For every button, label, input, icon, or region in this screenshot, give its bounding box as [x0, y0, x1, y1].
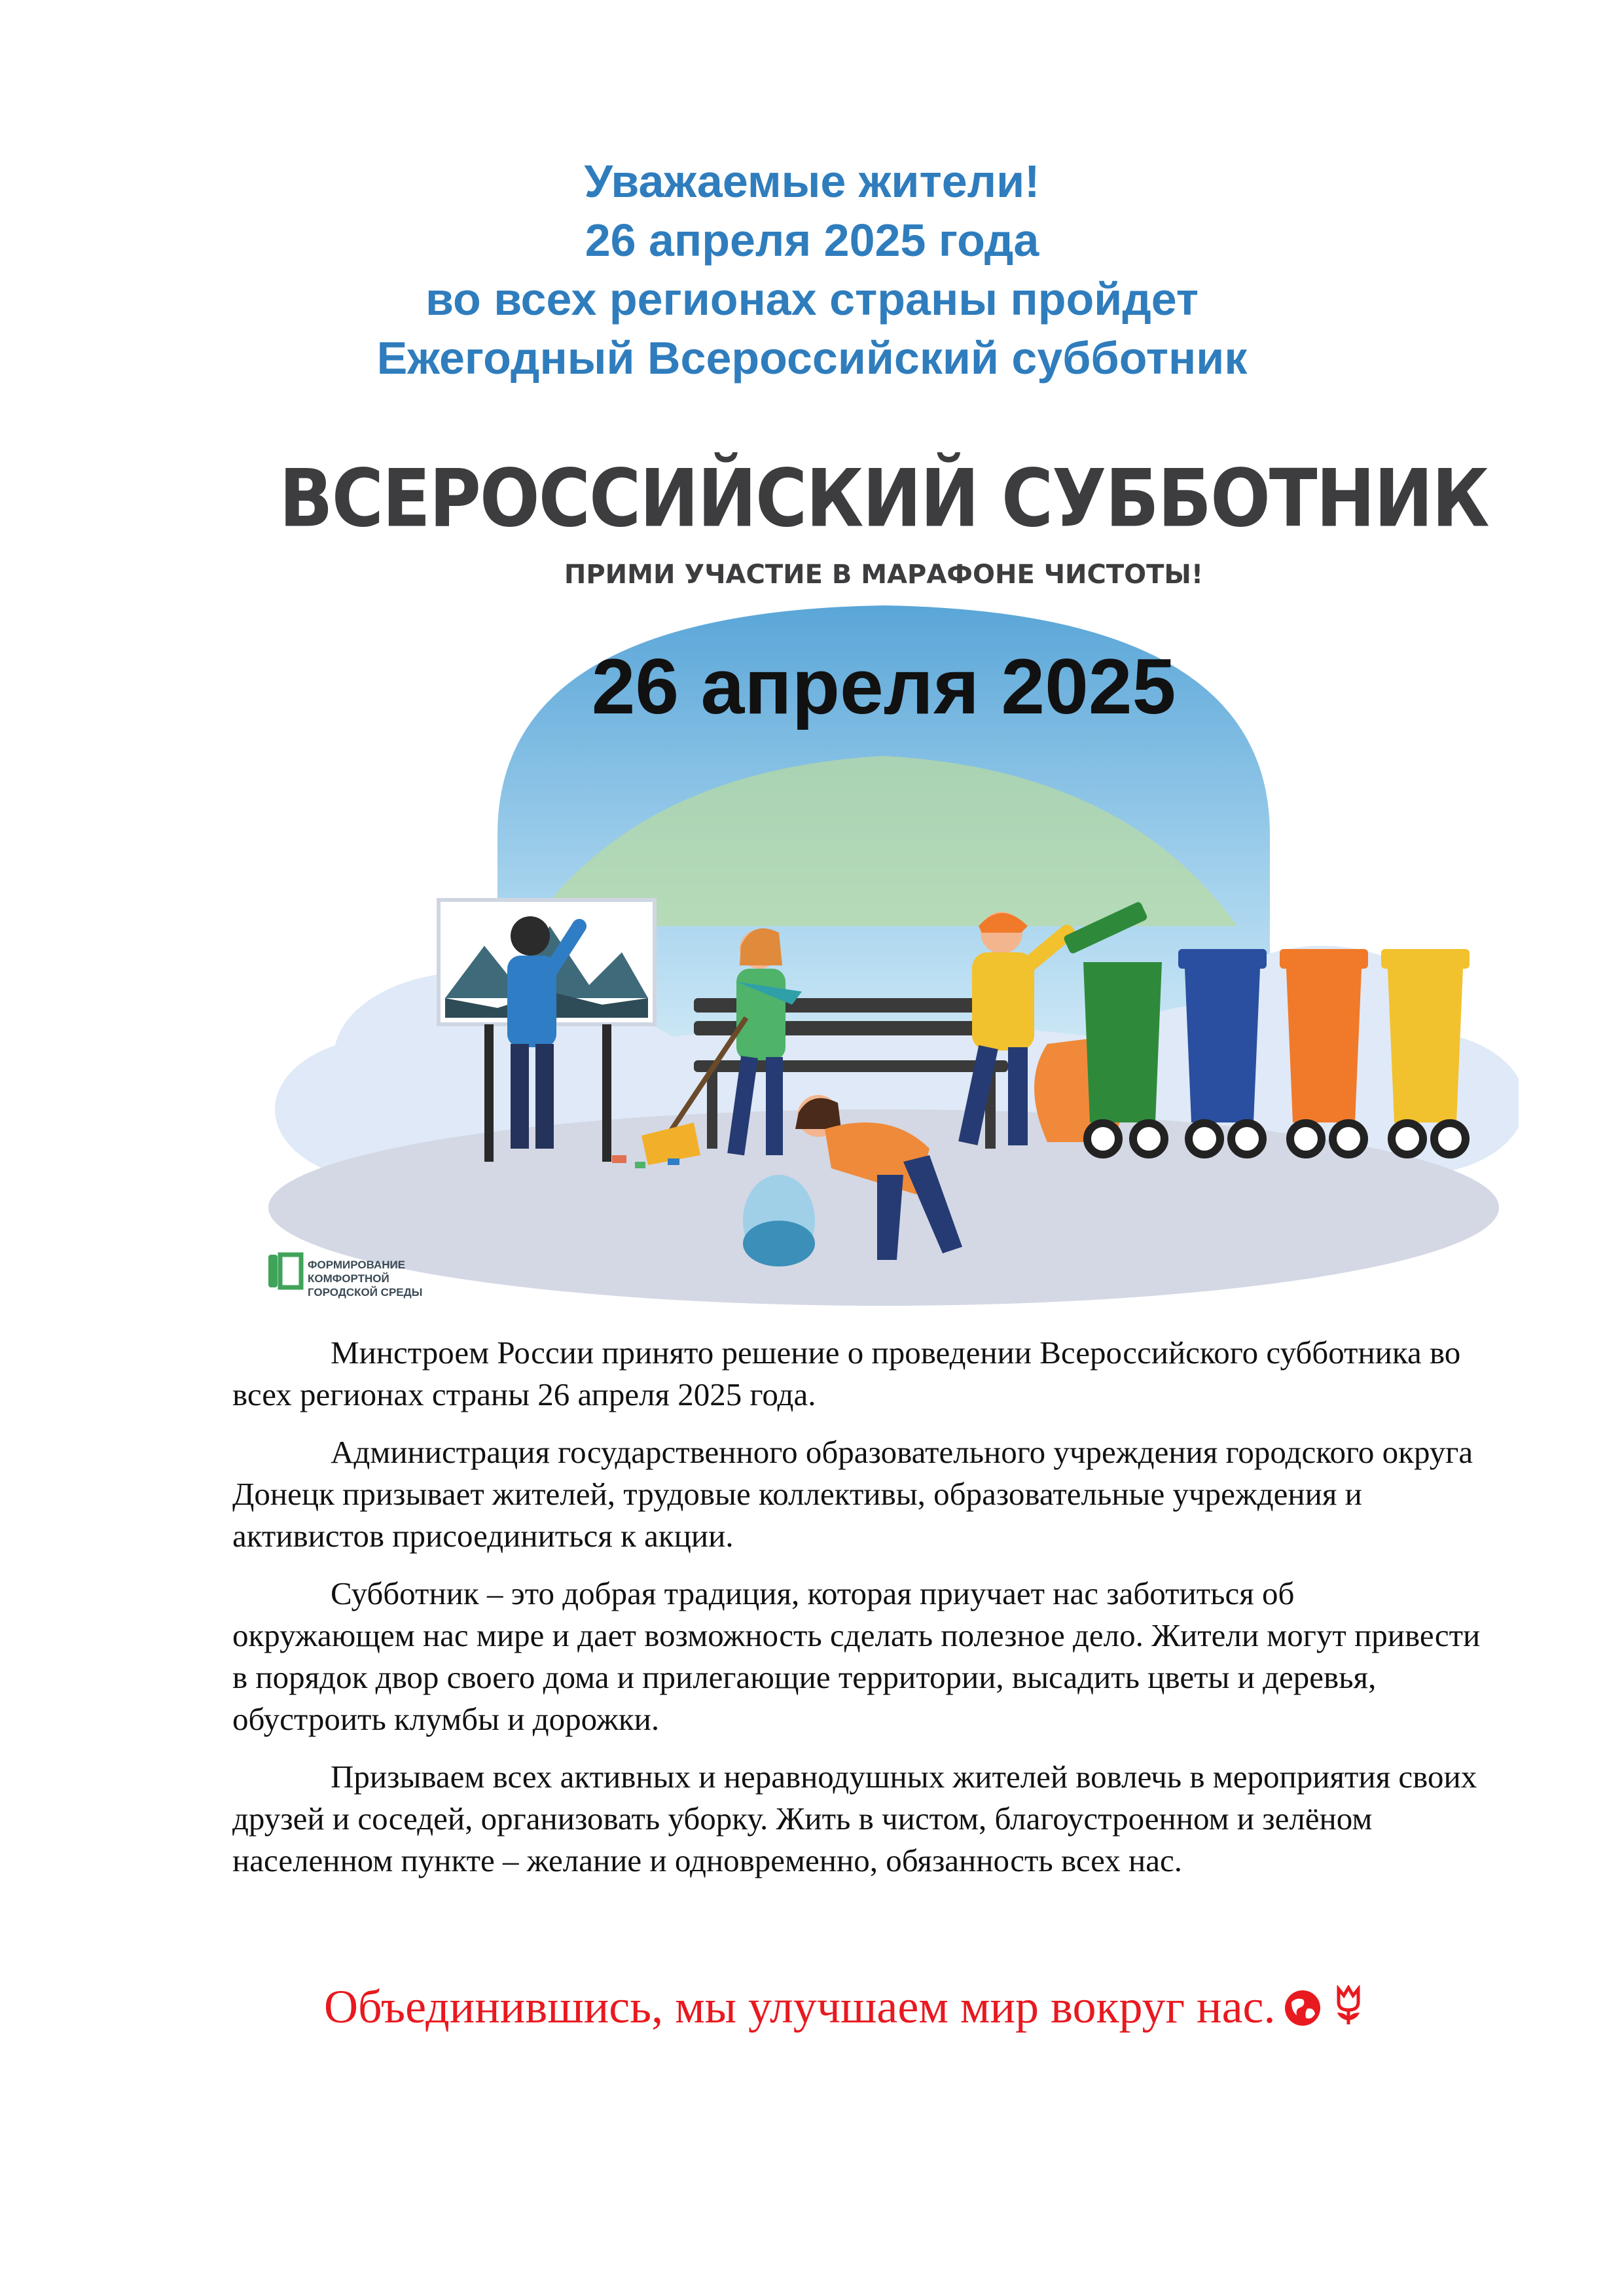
paragraph: Минстроем России принято решение о проведении Всероссийского субботника во всех регионах страны 26 апреля 2025 года. — [232, 1335, 1461, 1412]
heading-line-regions: во всех регионах страны пройдет — [425, 274, 1199, 325]
paragraph: Призываем всех активных и неравнодушных жителей вовлечь в мероприятия своих друзей и соседей, организовать уборку. Жить в чистом, благоустроенном и зелёном населенном пункте – желание и одновременно, обязанность всех нас. — [232, 1759, 1477, 1878]
heading-line-date: 26 апреля 2025 года — [585, 215, 1039, 266]
globe-icon — [1284, 1984, 1322, 2039]
poster-title: ВСЕРОССИЙСКИЙ СУББОТНИК — [279, 453, 1489, 545]
logo-line: ФОРМИРОВАНИЕ — [308, 1259, 406, 1271]
logo-text — [308, 1258, 422, 1299]
subbotnik-poster — [249, 429, 1519, 1332]
heading-line-event: Ежегодный Всероссийский субботник — [376, 332, 1248, 384]
logo-line: КОМФОРТНОЙ — [308, 1272, 389, 1285]
logo-line: ГОРОДСКОЙ СРЕДЫ — [308, 1286, 423, 1299]
heading-line-greeting: Уважаемые жители! — [584, 156, 1040, 207]
paragraph: Администрация государственного образовательного учреждения городского округа Донецк призывает жителей, трудовые коллективы, образовательные учреждения и активистов присоединиться к акции. — [232, 1434, 1473, 1554]
closing-text: Объединившись, мы улучшаем мир вокруг нас. — [324, 1981, 1276, 2033]
document-body — [232, 1332, 1483, 1897]
closing-line — [324, 1980, 1502, 2039]
poster-subtitle: ПРИМИ УЧАСТИЕ В МАРАФОНЕ ЧИСТОТЫ! — [564, 560, 1204, 590]
logo-mark-icon — [268, 1255, 301, 1287]
tulip-icon — [1329, 1984, 1367, 2039]
poster-date: 26 апреля 2025 — [591, 643, 1176, 730]
announcement-heading — [0, 152, 1624, 387]
paragraph: Субботник – это добрая традиция, которая приучает нас заботиться об окружающем нас мире и дает возможность сделать полезное дело. Жители могут привести в порядок двор своего дома и прилегающие территории, высадить цветы и деревья, обустроить клумбы и дорожки. — [232, 1575, 1481, 1737]
